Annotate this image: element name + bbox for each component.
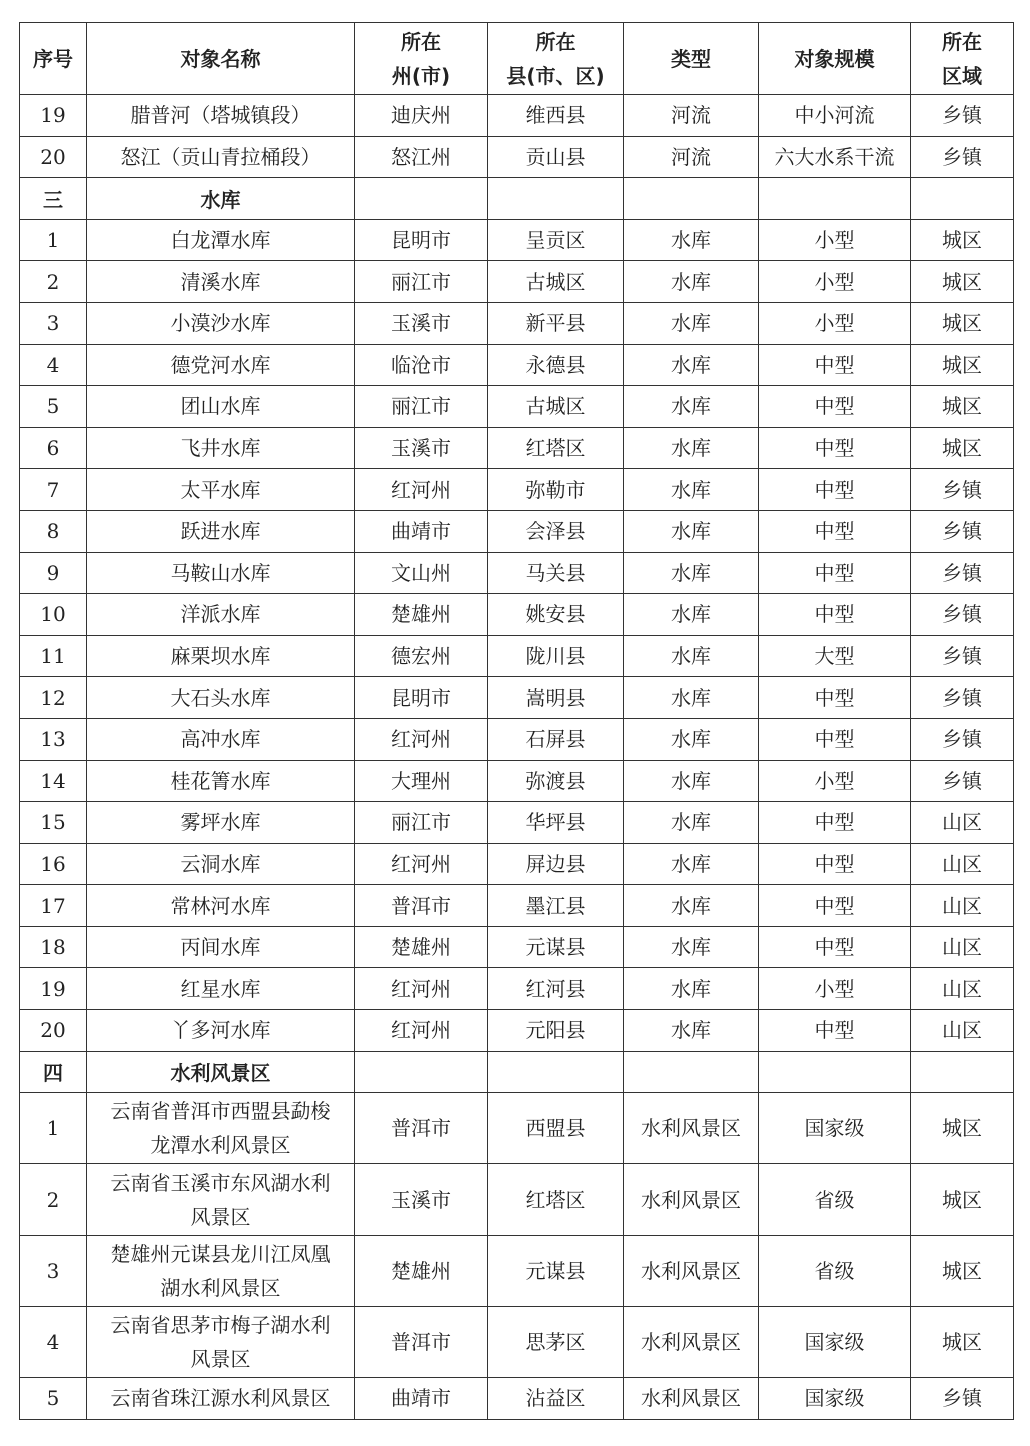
cell-county: 红河县 [488,968,624,1010]
cell-no: 15 [20,802,87,844]
cell-no: 18 [20,926,87,968]
cell-type: 河流 [624,136,759,178]
cell-prefecture: 丽江市 [355,261,488,303]
cell-name-line2: 湖水利风景区 [160,1275,281,1300]
table-row [20,344,1014,386]
cell-scale: 六大水系干流 [759,136,911,178]
cell-name-line1: 云南省玉溪市东风湖水利 [110,1170,331,1195]
cell-scale: 中小河流 [759,95,911,137]
cell-county: 马关县 [488,552,624,594]
cell-prefecture: 德宏州 [355,635,488,677]
section-row-scenic [20,1051,1014,1093]
empty-cell [911,178,1014,220]
cell-prefecture: 怒江州 [355,136,488,178]
table-row [20,1093,1014,1164]
cell-type: 水库 [624,344,759,386]
cell-area: 城区 [911,219,1014,261]
header-county: 所在 县(市、区) [488,23,624,95]
cell-type: 水库 [624,261,759,303]
cell-prefecture: 普洱市 [355,1306,488,1377]
cell-prefecture: 楚雄州 [355,926,488,968]
cell-area: 城区 [911,1235,1014,1306]
section-title: 水库 [87,178,355,220]
cell-prefecture: 普洱市 [355,1093,488,1164]
cell-area: 城区 [911,302,1014,344]
cell-prefecture: 昆明市 [355,677,488,719]
cell-prefecture: 楚雄州 [355,1235,488,1306]
empty-cell [624,1051,759,1093]
cell-no: 5 [20,386,87,428]
cell-name: 云洞水库 [87,843,355,885]
table-row [20,469,1014,511]
table-row [20,1010,1014,1052]
table-row [20,1164,1014,1235]
cell-county: 贡山县 [488,136,624,178]
cell-prefecture: 普洱市 [355,885,488,927]
cell-scale: 中型 [759,885,911,927]
cell-prefecture: 丽江市 [355,802,488,844]
header-prefecture: 所在 州(市) [355,23,488,95]
cell-area: 乡镇 [911,635,1014,677]
cell-county: 古城区 [488,261,624,303]
cell-name: 丫多河水库 [87,1010,355,1052]
cell-area: 乡镇 [911,469,1014,511]
cell-name: 洋派水库 [87,594,355,636]
cell-no: 14 [20,760,87,802]
cell-scale: 小型 [759,261,911,303]
cell-prefecture: 楚雄州 [355,594,488,636]
cell-county: 元阳县 [488,1010,624,1052]
cell-no: 10 [20,594,87,636]
cell-county: 元谋县 [488,926,624,968]
cell-type: 水库 [624,677,759,719]
cell-scale: 国家级 [759,1378,911,1420]
cell-county: 红塔区 [488,1164,624,1235]
section-row-reservoirs [20,178,1014,220]
cell-area: 城区 [911,427,1014,469]
cell-name [87,1235,355,1306]
cell-area: 城区 [911,1306,1014,1377]
cell-scale: 中型 [759,926,911,968]
cell-scale: 小型 [759,968,911,1010]
cell-no: 17 [20,885,87,927]
cell-type: 水库 [624,510,759,552]
cell-scale: 中型 [759,677,911,719]
cell-type: 水库 [624,802,759,844]
cell-no: 3 [20,302,87,344]
cell-name: 跃进水库 [87,510,355,552]
cell-area: 山区 [911,802,1014,844]
cell-prefecture: 红河州 [355,469,488,511]
empty-cell [355,1051,488,1093]
cell-area: 城区 [911,344,1014,386]
cell-name [87,1306,355,1377]
cell-name: 麻栗坝水库 [87,635,355,677]
cell-prefecture: 临沧市 [355,344,488,386]
cell-county: 石屏县 [488,718,624,760]
cell-type: 水库 [624,968,759,1010]
cell-type: 水利风景区 [624,1306,759,1377]
table-row [20,510,1014,552]
cell-name: 红星水库 [87,968,355,1010]
table-container [19,22,1014,1420]
cell-type: 水利风景区 [624,1164,759,1235]
cell-county: 屏边县 [488,843,624,885]
cell-type: 水库 [624,635,759,677]
table-row [20,95,1014,137]
cell-type: 水库 [624,1010,759,1052]
cell-name: 清溪水库 [87,261,355,303]
cell-name-line2: 风景区 [190,1204,251,1229]
table-row [20,926,1014,968]
cell-county: 嵩明县 [488,677,624,719]
cell-scale: 小型 [759,760,911,802]
header-no: 序号 [20,23,87,95]
empty-cell [488,1051,624,1093]
cell-name-line2: 风景区 [190,1346,251,1371]
cell-prefecture: 昆明市 [355,219,488,261]
cell-type: 水利风景区 [624,1235,759,1306]
cell-type: 水库 [624,302,759,344]
cell-scale: 省级 [759,1164,911,1235]
cell-name-line2: 龙潭水利风景区 [150,1133,291,1158]
cell-county: 红塔区 [488,427,624,469]
cell-area: 乡镇 [911,594,1014,636]
cell-scale: 中型 [759,1010,911,1052]
object-table [19,22,1014,1420]
cell-name: 雾坪水库 [87,802,355,844]
cell-scale: 小型 [759,219,911,261]
cell-area: 山区 [911,885,1014,927]
cell-prefecture: 丽江市 [355,386,488,428]
cell-scale: 中型 [759,552,911,594]
cell-county: 弥渡县 [488,760,624,802]
header-type: 类型 [624,23,759,95]
cell-type: 水库 [624,386,759,428]
empty-cell [624,178,759,220]
table-row [20,594,1014,636]
cell-name: 常林河水库 [87,885,355,927]
cell-no: 11 [20,635,87,677]
cell-name: 德党河水库 [87,344,355,386]
cell-area: 乡镇 [911,677,1014,719]
cell-county: 永德县 [488,344,624,386]
cell-no: 20 [20,1010,87,1052]
empty-cell [488,178,624,220]
cell-type: 水利风景区 [624,1378,759,1420]
cell-no: 6 [20,427,87,469]
cell-prefecture: 玉溪市 [355,302,488,344]
table-row [20,1378,1014,1420]
cell-type: 水库 [624,718,759,760]
cell-scale: 国家级 [759,1306,911,1377]
cell-area: 乡镇 [911,552,1014,594]
cell-area: 山区 [911,843,1014,885]
reservoir-rows [20,219,1014,1051]
cell-county: 弥勒市 [488,469,624,511]
cell-county: 会泽县 [488,510,624,552]
cell-scale: 中型 [759,594,911,636]
cell-no: 5 [20,1378,87,1420]
cell-area: 山区 [911,968,1014,1010]
cell-scale: 小型 [759,302,911,344]
cell-area: 乡镇 [911,95,1014,137]
cell-scale: 省级 [759,1235,911,1306]
cell-prefecture: 红河州 [355,718,488,760]
cell-scale: 中型 [759,718,911,760]
cell-county: 维西县 [488,95,624,137]
cell-name: 飞井水库 [87,427,355,469]
cell-scale: 中型 [759,802,911,844]
cell-prefecture: 红河州 [355,1010,488,1052]
cell-no: 1 [20,219,87,261]
table-row [20,1306,1014,1377]
empty-cell [759,1051,911,1093]
table-row [20,760,1014,802]
cell-name: 小漠沙水库 [87,302,355,344]
cell-no: 20 [20,136,87,178]
cell-county: 陇川县 [488,635,624,677]
cell-county: 元谋县 [488,1235,624,1306]
cell-prefecture: 大理州 [355,760,488,802]
cell-prefecture: 迪庆州 [355,95,488,137]
cell-name-line1: 云南省普洱市西盟县勐梭 [110,1099,331,1124]
cell-prefecture: 玉溪市 [355,1164,488,1235]
table-row [20,427,1014,469]
empty-cell [355,178,488,220]
cell-prefecture: 曲靖市 [355,510,488,552]
cell-name: 太平水库 [87,469,355,511]
cell-type: 水库 [624,219,759,261]
cell-county: 古城区 [488,386,624,428]
table-row [20,302,1014,344]
cell-name: 高冲水库 [87,718,355,760]
cell-no: 19 [20,968,87,1010]
table-row [20,136,1014,178]
cell-no: 4 [20,344,87,386]
cell-name [87,1164,355,1235]
cell-type: 水库 [624,552,759,594]
table-row [20,552,1014,594]
cell-name: 大石头水库 [87,677,355,719]
cell-county: 西盟县 [488,1093,624,1164]
cell-no: 1 [20,1093,87,1164]
cell-area: 乡镇 [911,510,1014,552]
cell-county: 华坪县 [488,802,624,844]
table-row [20,219,1014,261]
cell-scale: 中型 [759,344,911,386]
cell-no: 19 [20,95,87,137]
cell-no: 13 [20,718,87,760]
cell-area: 乡镇 [911,1378,1014,1420]
cell-scale: 中型 [759,843,911,885]
cell-name-line1: 云南省思茅市梅子湖水利 [110,1312,331,1337]
cell-no: 2 [20,261,87,303]
empty-cell [911,1051,1014,1093]
section-no: 三 [20,178,87,220]
cell-name: 腊普河（塔城镇段） [87,95,355,137]
cell-area: 山区 [911,926,1014,968]
table-row [20,1235,1014,1306]
cell-area: 城区 [911,1164,1014,1235]
header-row [20,23,1014,95]
cell-area: 城区 [911,1093,1014,1164]
cell-type: 水库 [624,760,759,802]
cell-name [87,1093,355,1164]
empty-cell [759,178,911,220]
cell-type: 水利风景区 [624,1093,759,1164]
cell-county: 沾益区 [488,1378,624,1420]
cell-area: 山区 [911,1010,1014,1052]
cell-type: 水库 [624,843,759,885]
cell-type: 水库 [624,885,759,927]
cell-no: 16 [20,843,87,885]
cell-scale: 大型 [759,635,911,677]
cell-no: 9 [20,552,87,594]
cell-no: 4 [20,1306,87,1377]
cell-county: 墨江县 [488,885,624,927]
table-row [20,677,1014,719]
table-row [20,261,1014,303]
cell-no: 12 [20,677,87,719]
cell-name: 马鞍山水库 [87,552,355,594]
cell-name: 团山水库 [87,386,355,428]
cell-type: 河流 [624,95,759,137]
cell-no: 2 [20,1164,87,1235]
cell-county: 新平县 [488,302,624,344]
header-name: 对象名称 [87,23,355,95]
cell-no: 3 [20,1235,87,1306]
cell-name: 桂花箐水库 [87,760,355,802]
cell-name: 白龙潭水库 [87,219,355,261]
cell-scale: 中型 [759,469,911,511]
cell-name-line1: 楚雄州元谋县龙川江凤凰 [110,1241,331,1266]
cell-type: 水库 [624,427,759,469]
cell-prefecture: 红河州 [355,843,488,885]
cell-prefecture: 红河州 [355,968,488,1010]
cell-county: 思茅区 [488,1306,624,1377]
cell-area: 乡镇 [911,136,1014,178]
cell-name: 云南省珠江源水利风景区 [87,1378,355,1420]
cell-scale: 中型 [759,510,911,552]
cell-prefecture: 玉溪市 [355,427,488,469]
cell-area: 城区 [911,261,1014,303]
cell-scale: 中型 [759,427,911,469]
table-row [20,635,1014,677]
cell-county: 姚安县 [488,594,624,636]
section-no: 四 [20,1051,87,1093]
header-area: 所在 区域 [911,23,1014,95]
table-row [20,968,1014,1010]
cell-no: 8 [20,510,87,552]
cell-area: 城区 [911,386,1014,428]
table-row [20,843,1014,885]
cell-area: 乡镇 [911,718,1014,760]
cell-scale: 国家级 [759,1093,911,1164]
table-row [20,885,1014,927]
cell-type: 水库 [624,926,759,968]
cell-area: 乡镇 [911,760,1014,802]
section-title: 水利风景区 [87,1051,355,1093]
table-row [20,802,1014,844]
scenic-rows [20,1093,1014,1378]
cell-county: 呈贡区 [488,219,624,261]
table-row [20,386,1014,428]
cell-prefecture: 文山州 [355,552,488,594]
header-scale: 对象规模 [759,23,911,95]
cell-scale: 中型 [759,386,911,428]
table-row [20,718,1014,760]
cell-type: 水库 [624,594,759,636]
cell-prefecture: 曲靖市 [355,1378,488,1420]
cell-name: 丙间水库 [87,926,355,968]
cell-type: 水库 [624,469,759,511]
cell-name: 怒江（贡山青拉桶段） [87,136,355,178]
cell-no: 7 [20,469,87,511]
